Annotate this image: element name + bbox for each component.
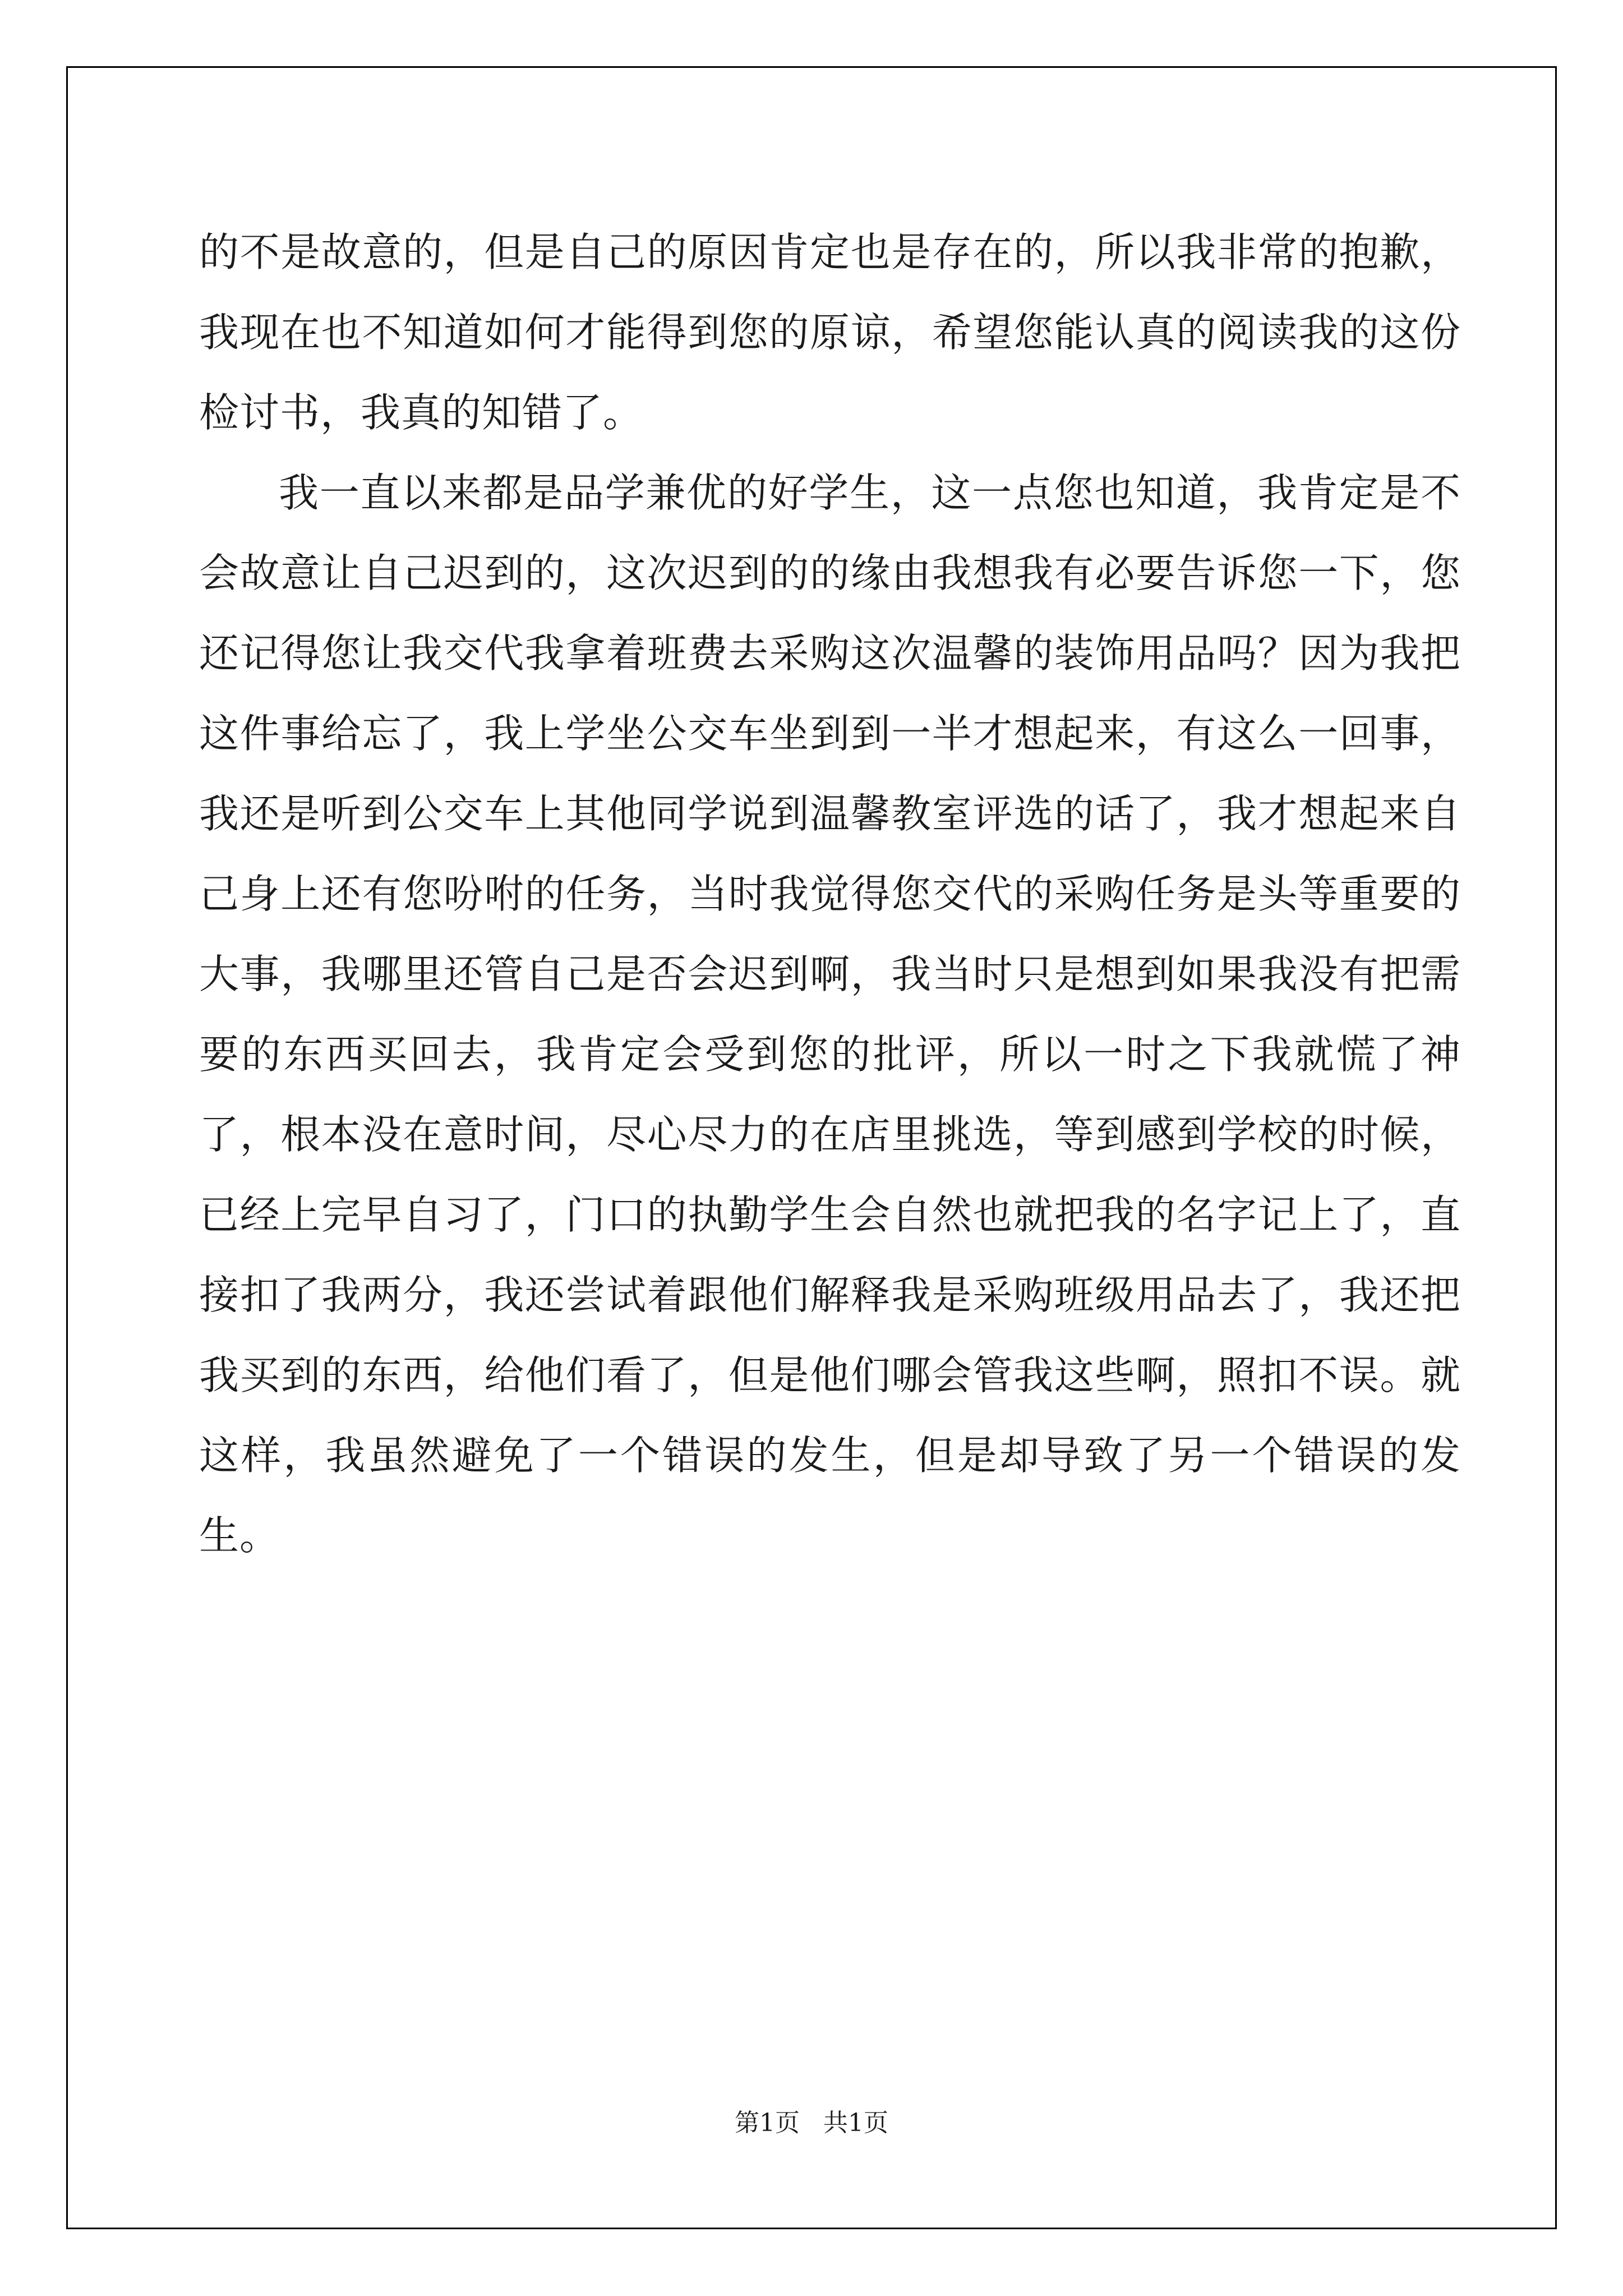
page-number-total: 共1页 (823, 2109, 888, 2137)
page-number-current: 第1页 (735, 2109, 800, 2137)
document-body (199, 212, 1461, 1576)
paragraph-1: 的不是故意的，但是自己的原因肯定也是存在的，所以我非常的抱歉，我现在也不知道如何才能得到您的原谅，希望您能认真的阅读我的这份检讨书，我真的知错了。 (199, 229, 1461, 436)
paragraph-2: 我一直以来都是品学兼优的好学生，这一点您也知道，我肯定是不会故意让自己迟到的，这次迟到的的缘由我想我有必要告诉您一下，您还记得您让我交代我拿着班费去采购这次温馨的装饰用品吗？因为我把这件事给忘了，我上学坐公交车坐到到一半才想起来，有这么一回事，我还是听到公交车上其他同学说到温馨教室评选的话了，我才想起来自己身上还有您吩咐的任务，当时我觉得您交代的采购任务是头等重要的大事，我哪里还管自己是否会迟到啊，我当时只是想到如果我没有把需要的东西买回去，我肯定会受到您的批评，所以一时之下我就慌了神了，根本没在意时间，尽心尽力的在店里挑选，等到感到学校的时候，已经上完早自习了，门口的执勤学生会自然也就把我的名字记上了，直接扣了我两分，我还尝试着跟他们解释我是采购班级用品去了，我还把我买到的东西，给他们看了，但是他们哪会管我这些啊，照扣不误。就这样，我虽然避免了一个错误的发生，但是却导致了另一个错误的发生。 (199, 470, 1461, 1559)
page-footer (0, 2102, 1623, 2138)
